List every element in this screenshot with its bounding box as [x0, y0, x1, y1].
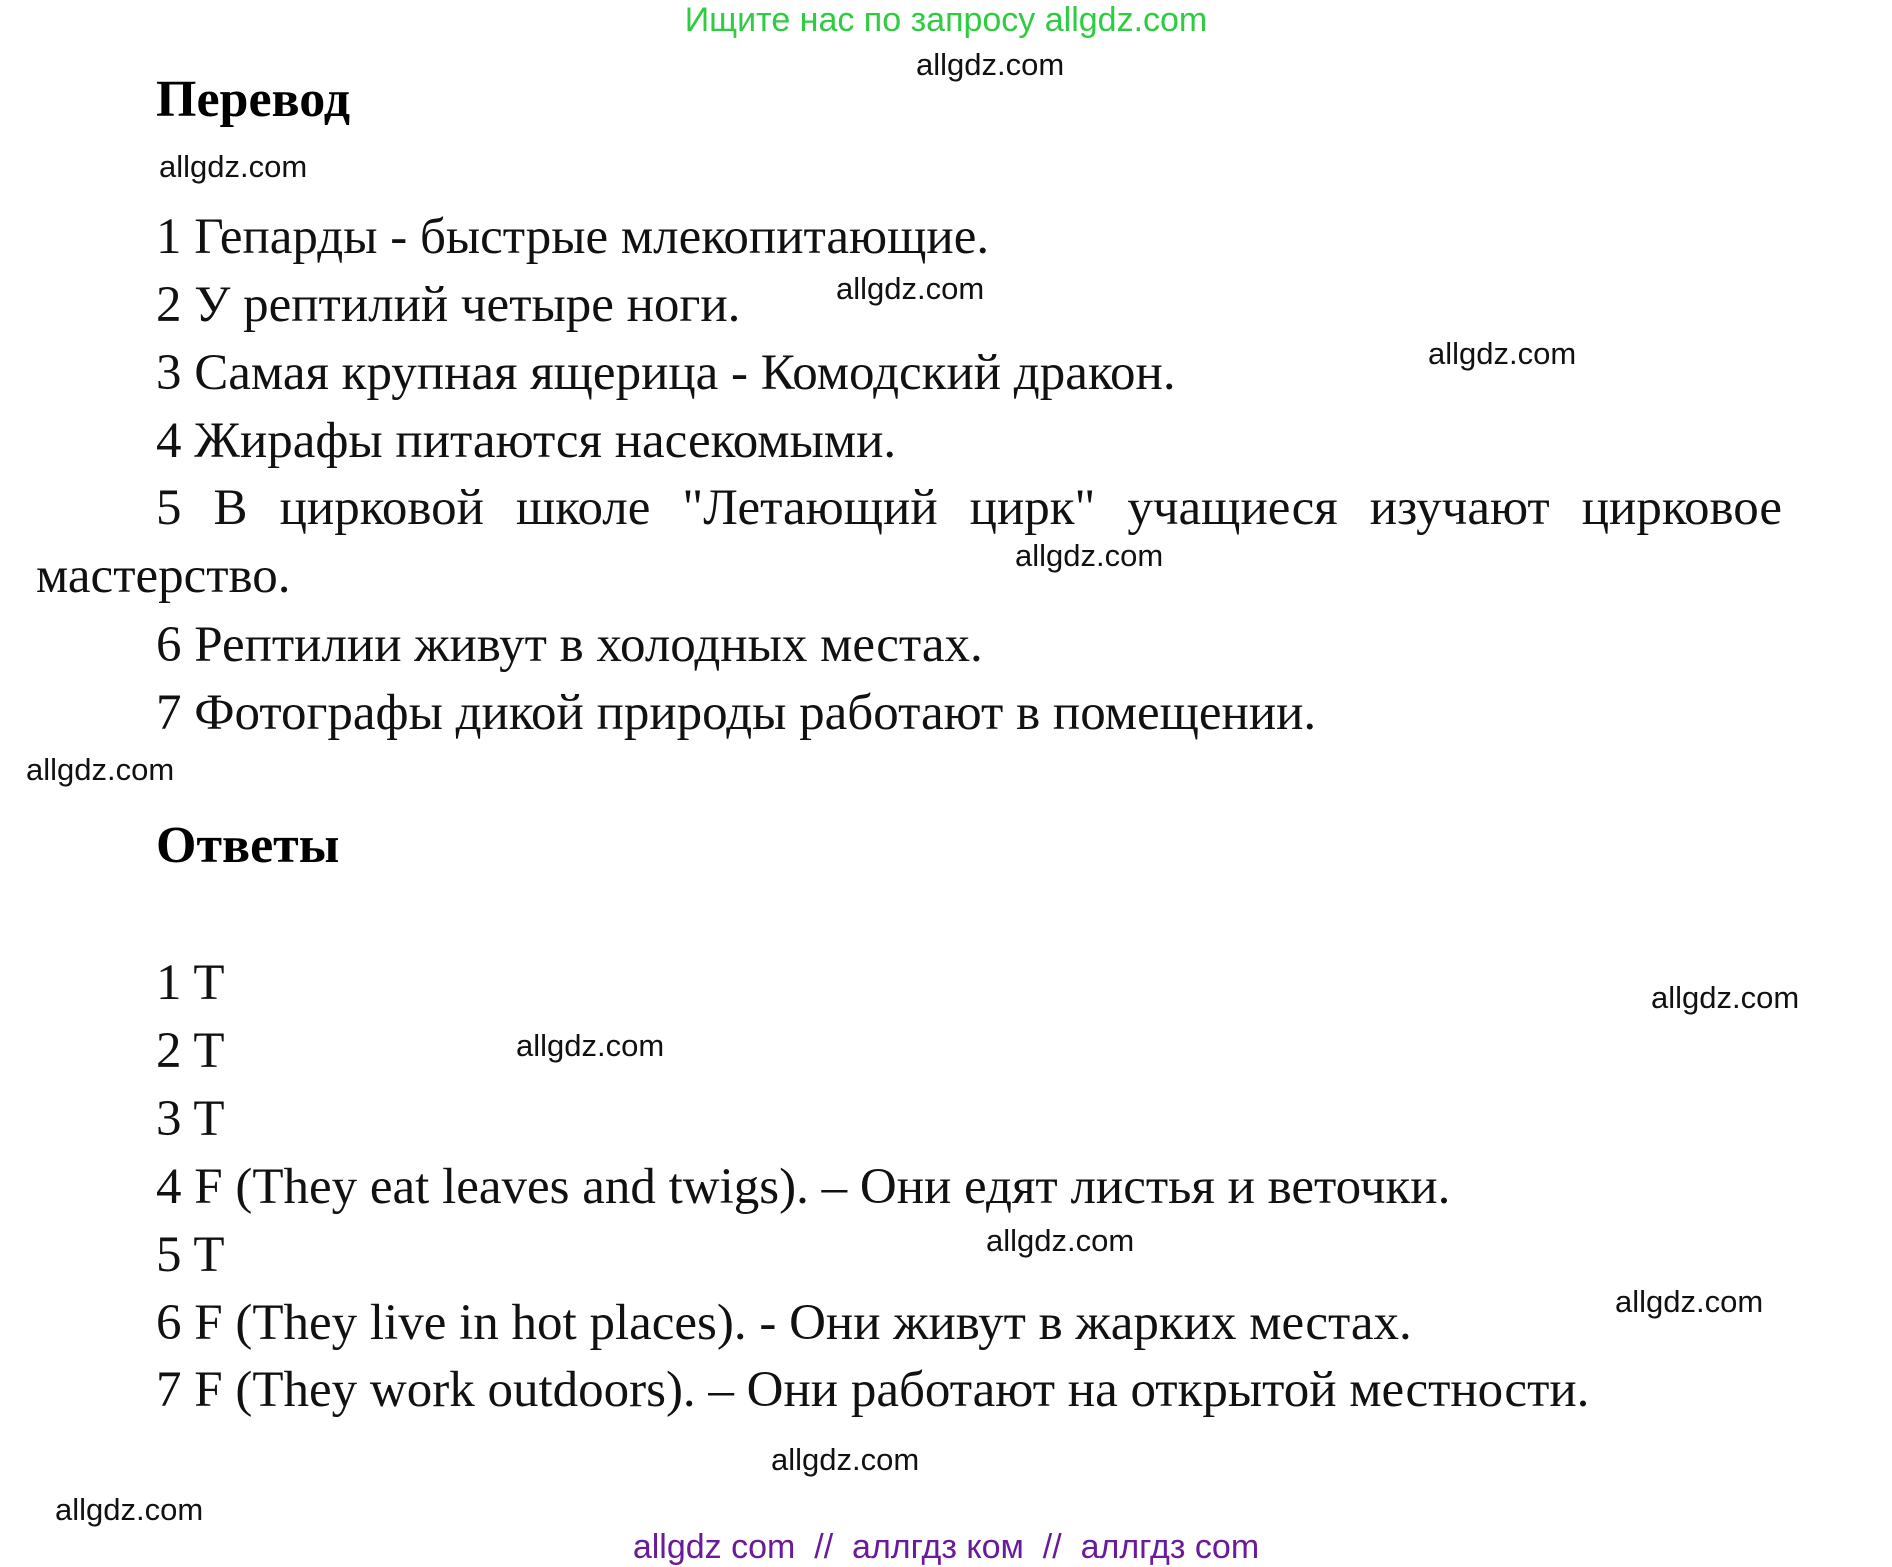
watermark: allgdz.com	[55, 1492, 204, 1527]
translation-item: 3 Самая крупная ящерица - Комодский дракон.	[156, 345, 1176, 401]
translation-item: 6 Рептилии живут в холодных местах.	[156, 617, 983, 673]
watermark: allgdz.com	[836, 271, 985, 306]
watermark: allgdz.com	[771, 1442, 920, 1477]
translation-item: 7 Фотографы дикой природы работают в помещении.	[156, 685, 1317, 741]
answer-item: 5 T	[156, 1227, 225, 1283]
watermark: allgdz.com	[986, 1223, 1135, 1258]
answer-item: 4 F (They eat leaves and twigs). – Они едят листья и веточки.	[156, 1159, 1451, 1215]
translation-item: 1 Гепарды - быстрые млекопитающие.	[156, 209, 990, 265]
watermark: allgdz.com	[516, 1028, 665, 1063]
translation-item: 5 В цирковой школе "Летающий цирк" учащиеся изучают цирковое мастерство.	[36, 480, 1782, 604]
answer-item: 2 T	[156, 1023, 225, 1079]
answer-item: 7 F (They work outdoors). – Они работают на открытой местности.	[156, 1362, 1590, 1418]
answer-item: 1 T	[156, 955, 225, 1011]
watermark: allgdz.com	[916, 47, 1065, 82]
watermark: allgdz.com	[1651, 980, 1800, 1015]
translation-item: 4 Жирафы питаются насекомыми.	[156, 413, 897, 469]
answer-item: 3 T	[156, 1091, 225, 1147]
watermark: allgdz.com	[1428, 336, 1577, 371]
translation-item: 2 У рептилий четыре ноги.	[156, 277, 741, 333]
watermark: allgdz.com	[1615, 1284, 1764, 1319]
watermark: allgdz.com	[1015, 538, 1164, 573]
bottom-banner[interactable]: allgdz com // аллгдз ком // аллгдз com	[632, 1528, 1260, 1566]
watermark: allgdz.com	[159, 149, 308, 184]
watermark: allgdz.com	[26, 752, 175, 787]
answers-heading: Ответы	[156, 817, 340, 874]
top-banner[interactable]: Ищите нас по запросу allgdz.com	[684, 1, 1208, 39]
answer-item: 6 F (They live in hot places). - Они живут в жарких местах.	[156, 1295, 1412, 1351]
translation-heading: Перевод	[156, 71, 351, 128]
